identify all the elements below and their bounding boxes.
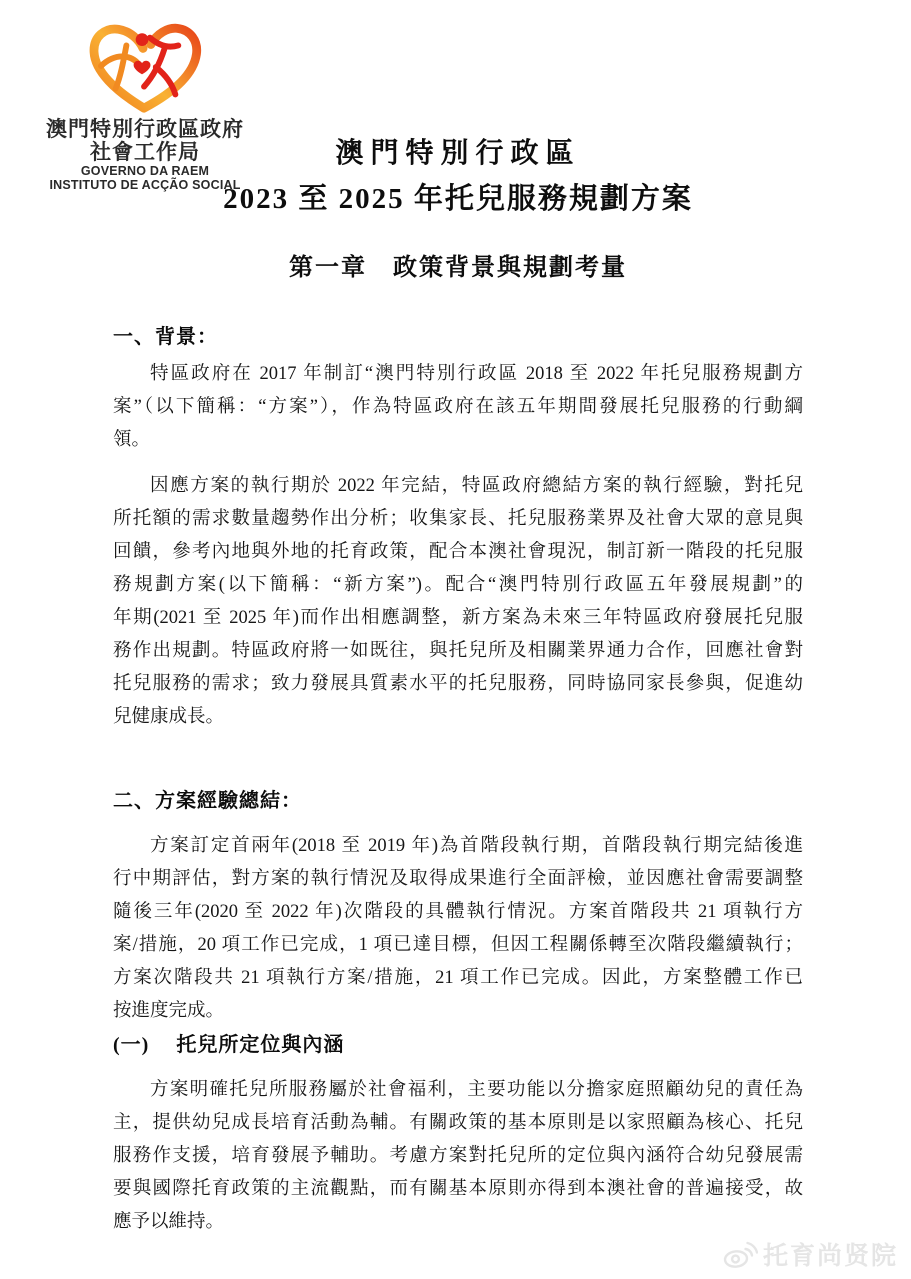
agency-name-zh-line2: 社會工作局 xyxy=(90,141,200,164)
text-line: 年期(2021 至 2025 年)而作出相應調整，新方案為未來三年特區政府發展托兒服 xyxy=(113,608,803,628)
text-line: 應予以維持。 xyxy=(113,1212,225,1232)
text-line: 行中期評估，對方案的執行情況及取得成果進行全面評檢，並因應社會需要調整 xyxy=(113,869,803,889)
text-line: 案/措施，20 項工作已完成，1 項已達目標，但因工程關係轉至次階段繼續執行； xyxy=(113,935,803,955)
document-title-line1: 澳門特別行政區 xyxy=(335,138,581,169)
document-title-line2: 2023 至 2025 年托兒服務規劃方案 xyxy=(223,183,693,215)
section-2-paragraph-1 xyxy=(113,830,803,1028)
text-line: 領。 xyxy=(113,430,151,450)
text-line: 務規劃方案(以下簡稱：“新方案”)。配合“澳門特別行政區五年發展規劃”的 xyxy=(113,575,803,595)
text-line: 務作出規劃。特區政府將一如既往，與托兒所及相關業界通力合作，回應社會對 xyxy=(113,641,803,661)
section-1-paragraph-2 xyxy=(113,470,803,734)
text-line: 所托額的需求數量趨勢作出分析；收集家長、托兒服務業界及社會大眾的意見與 xyxy=(113,509,803,529)
subsection-1-paragraph-1 xyxy=(113,1074,803,1239)
text-line: 特區政府在 2017 年制訂“澳門特別行政區 2018 至 2022 年托兒服務規劃方 xyxy=(150,364,803,384)
agency-name-pt-line2: INSTITUTO DE ACÇÃO SOCIAL xyxy=(49,178,241,192)
subsection-1-title: 托兒所定位與內涵 xyxy=(176,1034,345,1056)
text-line: 主，提供幼兒成長培育活動為輔。有關政策的基本原則是以家照顧為核心、托兒 xyxy=(113,1113,803,1133)
section-1-heading: 一、背景： xyxy=(113,326,218,348)
text-line: 要與國際托育政策的主流觀點，而有關基本原則亦得到本澳社會的普遍接受，故 xyxy=(113,1179,803,1199)
watermark xyxy=(722,1236,898,1272)
text-line: 服務作支援，培育發展予輔助。考慮方案對托兒所的定位與內涵符合幼兒發展需 xyxy=(113,1146,803,1166)
chapter-heading: 第一章 政策背景與規劃考量 xyxy=(289,255,627,281)
text-line: 因應方案的執行期於 2022 年完結，特區政府總結方案的執行經驗，對托兒 xyxy=(150,476,803,496)
heart-logo-icon xyxy=(81,20,209,116)
agency-name-pt-line1: GOVERNO DA RAEM xyxy=(80,164,210,178)
subsection-1-number: (一) xyxy=(113,1034,150,1056)
document-title xyxy=(113,131,803,222)
text-line: 案”（以下簡稱：“方案”），作為特區政府在該五年期間發展托兒服務的行動綱 xyxy=(113,397,803,417)
section-2-heading: 二、方案經驗總結： xyxy=(113,790,302,812)
text-line: 托兒服務的需求；致力發展具質素水平的托兒服務，同時協同家長參與，促進幼 xyxy=(113,674,803,694)
section-1-paragraph-1 xyxy=(113,358,803,457)
subsection-1-heading xyxy=(113,1028,344,1057)
text-line: 方案明確托兒所服務屬於社會福利，主要功能以分擔家庭照顧幼兒的責任為 xyxy=(150,1080,803,1100)
weibo-icon xyxy=(722,1239,758,1269)
text-line: 方案次階段共 21 項執行方案/措施，21 項工作已完成。因此，方案整體工作已 xyxy=(113,968,803,988)
text-line: 按進度完成。 xyxy=(113,1001,225,1021)
agency-name-zh-line1: 澳門特別行政區政府 xyxy=(46,118,244,141)
watermark-text: 托育尚贤院 xyxy=(762,1242,898,1270)
text-line: 隨後三年(2020 至 2022 年)次階段的具體執行情況。方案首階段共 21 項執行方 xyxy=(113,902,803,922)
text-line: 方案訂定首兩年(2018 至 2019 年)為首階段執行期，首階段執行期完結後進 xyxy=(150,836,803,856)
text-line: 回饋，參考內地與外地的托育政策，配合本澳社會現況，制訂新一階段的托兒服 xyxy=(113,542,803,562)
text-line: 兒健康成長。 xyxy=(113,707,225,727)
